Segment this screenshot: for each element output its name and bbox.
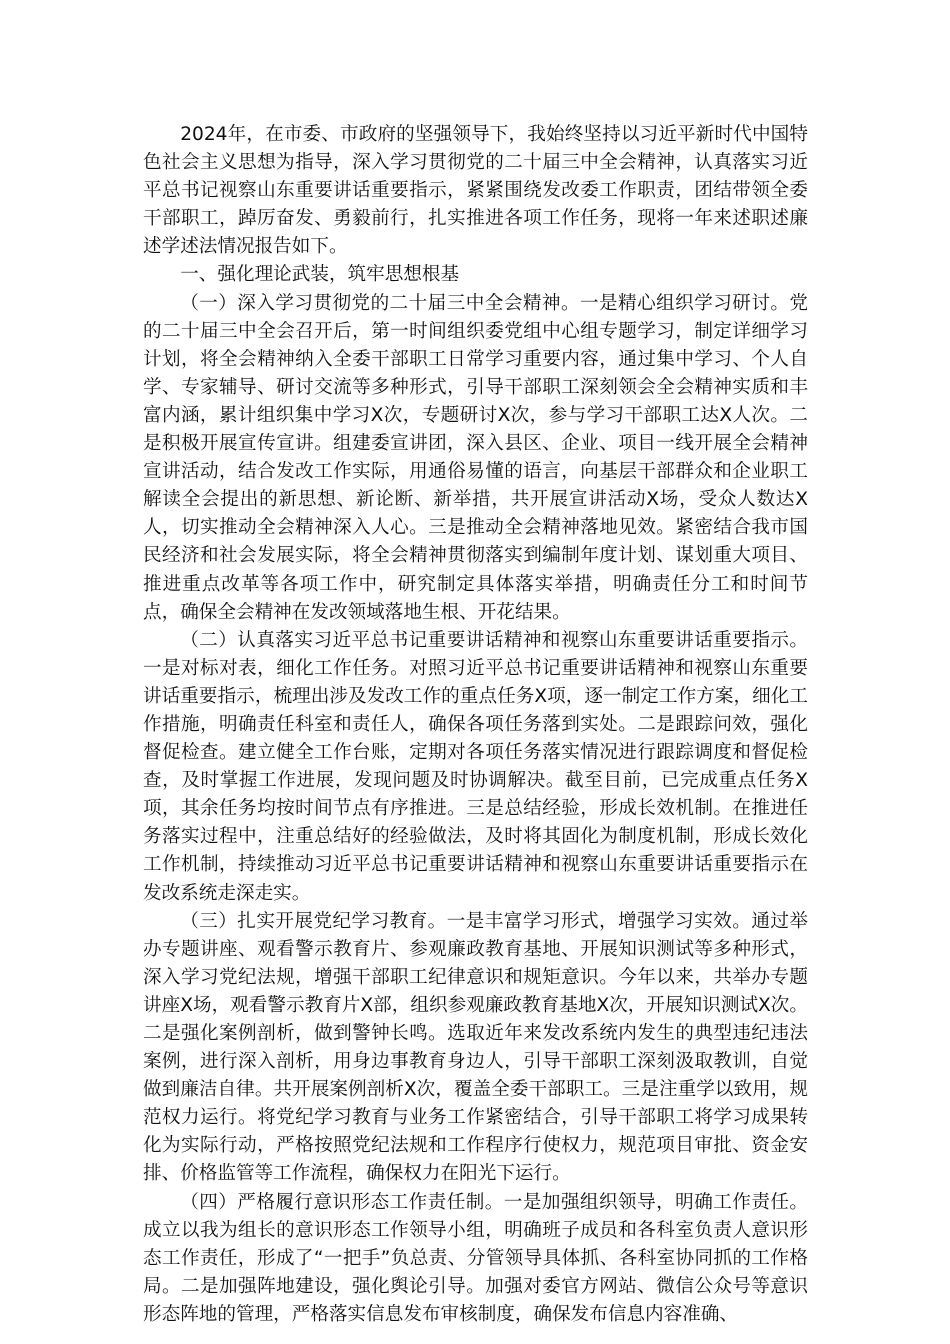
section-heading-1: 一、强化理论武装，筑牢思想根基 xyxy=(180,264,460,286)
intro-paragraph: 2024年，在市委、市政府的坚强领导下，我始终坚持以习近平新时代中国特色社会主义思想为指导，深入学习贯彻党的二十届三中全会精神，认真落实习近平总书记视察山东重要讲话重要指示，紧紧围绕发改委工作职责，团结带领全委干部职工，踔厉奋发、勇毅前行，扎实推进各项工作任务，现将一年来述职述廉述学述法情况报告如下。 xyxy=(143,124,808,258)
document-body xyxy=(143,121,808,1329)
subsection-paragraph-3: （三）扎实开展党纪学习教育。一是丰富学习形式，增强学习实效。通过举办专题讲座、观看警示教育片、参观廉政教育基地、开展知识测试等多种形式，深入学习党纪法规，增强干部职工纪律意识和规矩意识。今年以来，共举办专题讲座X场，观看警示教育片X部，组织参观廉政教育基地X次，开展知识测试X次。二是强化案例剖析，做到警钟长鸣。选取近年来发改系统内发生的典型违纪违法案例，进行深入剖析，用身边事教育身边人，引导干部职工深刻汲取教训，自觉做到廉洁自律。共开展案例剖析X次，覆盖全委干部职工。三是注重学以致用，规范权力运行。将党纪学习教育与业务工作紧密结合，引导干部职工将学习成果转化为实际行动，严格按照党纪法规和工作程序行使权力，规范项目审批、资金安排、价格监管等工作流程，确保权力在阳光下运行。 xyxy=(143,910,808,1185)
subsection-paragraph-2: （二）认真落实习近平总书记重要讲话精神和视察山东重要讲话重要指示。一是对标对表，细化工作任务。对照习近平总书记重要讲话精神和视察山东重要讲话重要指示，梳理出涉及发改工作的重点任务X项，逐一制定工作方案，细化工作措施，明确责任科室和责任人，确保各项任务落到实处。二是跟踪问效，强化督促检查。建立健全工作台账，定期对各项任务落实情况进行跟踪调度和督促检查，及时掌握工作进展，发现问题及时协调解决。截至目前，已完成重点任务X项，其余任务均按时间节点有序推进。三是总结经验，形成长效机制。在推进任务落实过程中，注重总结好的经验做法，及时将其固化为制度机制，形成长效化工作机制，持续推动习近平总书记重要讲话精神和视察山东重要讲话重要指示在发改系统走深走实。 xyxy=(143,629,808,904)
subsection-paragraph-1: （一）深入学习贯彻党的二十届三中全会精神。一是精心组织学习研讨。党的二十届三中全会召开后，第一时间组织委党组中心组专题学习，制定详细学习计划，将全会精神纳入全委干部职工日常学习重要内容，通过集中学习、个人自学、专家辅导、研讨交流等多种形式，引导干部职工深刻领会全会精神实质和丰富内涵，累计组织集中学习X次，专题研讨X次，参与学习干部职工达X人次。二是积极开展宣传宣讲。组建委宣讲团，深入县区、企业、项目一线开展全会精神宣讲活动，结合发改工作实际，用通俗易懂的语言，向基层干部群众和企业职工解读全会提出的新思想、新论断、新举措，共开展宣讲活动X场，受众人数达X人，切实推动全会精神深入人心。三是推动全会精神落地见效。紧密结合我市国民经济和社会发展实际，将全会精神贯彻落实到编制年度计划、谋划重大项目、推进重点改革等各项工作中，研究制定具体落实举措，明确责任分工和时间节点，确保全会精神在发改领域落地生根、开花结果。 xyxy=(143,292,808,623)
subsection-paragraph-4: （四）严格履行意识形态工作责任制。一是加强组织领导，明确工作责任。成立以我为组长的意识形态工作领导小组，明确班子成员和各科室负责人意识形态工作责任，形成了“一把手”负总责、分管领导具体抓、各科室协同抓的工作格局。二是加强阵地建设，强化舆论引导。加强对委官方网站、微信公众号等意识形态阵地的管理，严格落实信息发布审核制度，确保发布信息内容准确、 xyxy=(143,1191,808,1325)
